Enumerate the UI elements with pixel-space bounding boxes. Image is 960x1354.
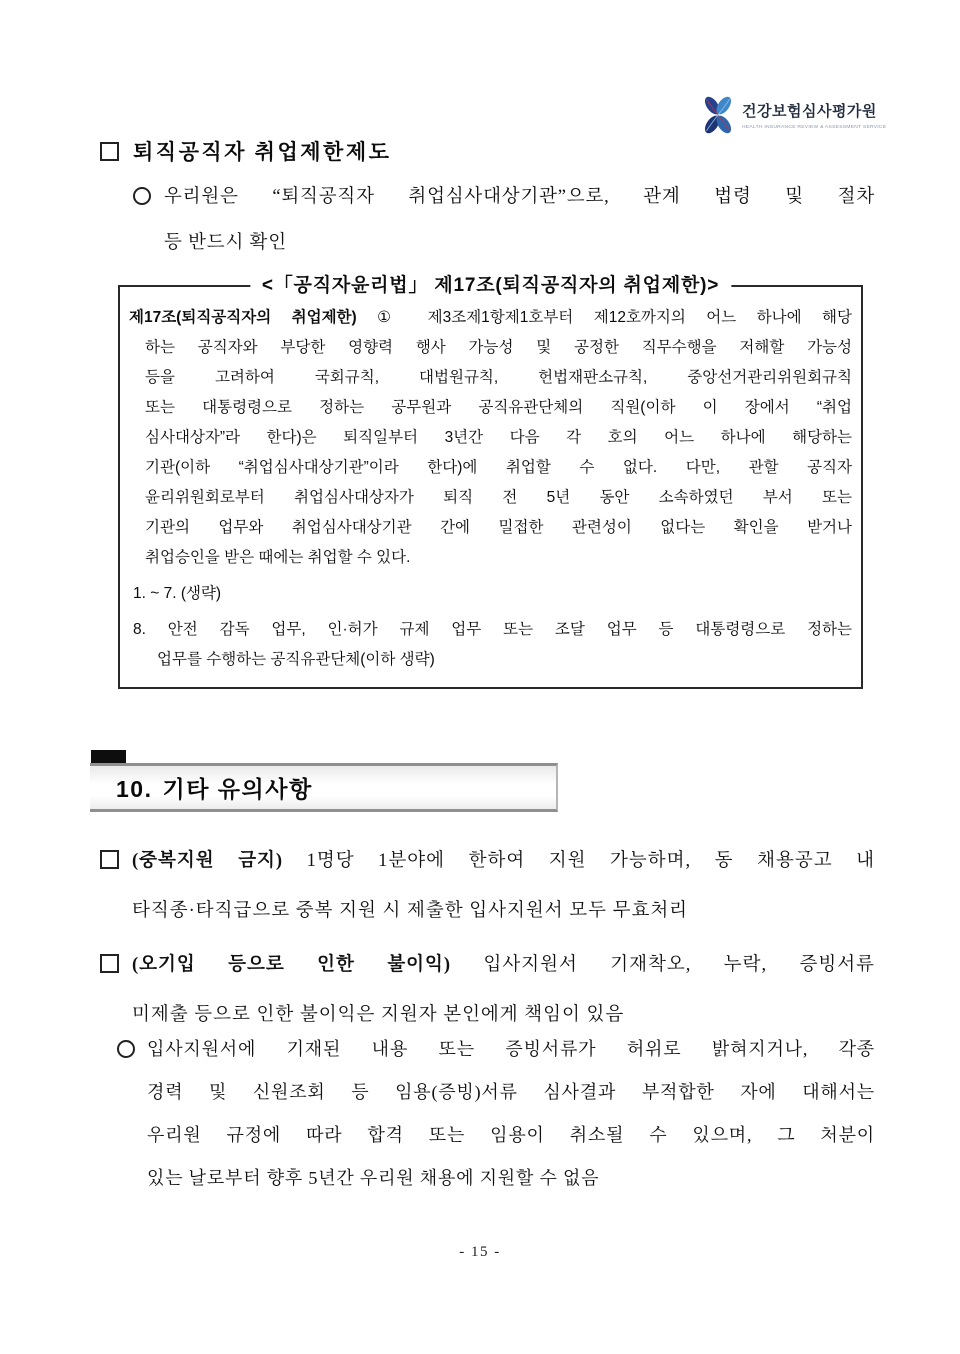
law-quote-box bbox=[118, 275, 863, 689]
misc-bullet-duplicate-line-1 bbox=[132, 836, 875, 886]
law-paragraph-line: 심사대상자”라 한다)은 퇴직일부터 3년간 다음 각 호의 어느 하나에 해당하는 bbox=[145, 429, 852, 446]
section-retirement-heading bbox=[100, 136, 391, 166]
misc-sub-bullet bbox=[117, 1028, 875, 1200]
retirement-bullet-text bbox=[164, 174, 875, 266]
misc-bullet-duplicate-line-2: 타직종·타직급으로 중복 지원 시 제출한 입사지원서 모두 무효처리 bbox=[132, 901, 689, 921]
law-list-item-1-7: 1. ~ 7. (생략) bbox=[133, 585, 222, 602]
org-subtitle: HEALTH INSURANCE REVIEW & ASSESSMENT SERVICE bbox=[742, 123, 887, 129]
misc-bullet-duplicate-rest: 1명당 1분야에 한하여 지원 가능하며, 동 채용공고 내 bbox=[306, 851, 875, 871]
law-list-item-8-line-1: 8. 안전 감독 업무, 인·허가 규제 업무 또는 조달 업무 등 대통령령으로 정하는 bbox=[133, 621, 852, 638]
law-paragraph-line: 기관(이하 “취업심사대상기관”이라 한다)에 취업할 수 없다. 다만, 관할 공직자 bbox=[145, 459, 852, 476]
law-paragraph-line: 또는 대통령령으로 정하는 공무원과 공직유관단체의 직원(이하 이 장에서 “취업 bbox=[145, 399, 852, 416]
misc-sub-bullet-line-2: 경력 및 신원조회 등 임용(증빙)서류 심사결과 부적합한 자에 대해서는 bbox=[147, 1082, 875, 1102]
section-retirement-title: 퇴직공직자 취업제한제도 bbox=[133, 140, 392, 164]
page-number: - 15 - bbox=[459, 1244, 501, 1260]
law-article-lead: ① 제3조제1항제1호부터 제12호까지의 어느 하나에 해당 bbox=[377, 309, 852, 326]
law-list-item-8 bbox=[133, 615, 852, 675]
law-paragraph-line: 윤리위원회로부터 취업심사대상자가 퇴직 전 5년 동안 소속하였던 부서 또는 bbox=[145, 489, 852, 506]
hira-butterfly-logo-icon bbox=[702, 94, 734, 136]
misc-bullet-error-text bbox=[132, 940, 875, 1040]
law-paragraph-line bbox=[129, 303, 852, 333]
law-paragraph-line: 등을 고려하여 국회규칙, 대법원규칙, 헌법재판소규칙, 중앙선거관리위원회규칙 bbox=[145, 369, 852, 386]
misc-sub-bullet-text bbox=[147, 1028, 875, 1200]
misc-sub-bullet-line-1: 입사지원서에 기재된 내용 또는 증빙서류가 허위로 밝혀지거나, 각종 bbox=[147, 1039, 875, 1059]
misc-bullet-error-lead: (오기입 등으로 인한 불이익) bbox=[132, 955, 452, 975]
org-name: 건강보험심사평가원 bbox=[742, 102, 877, 120]
misc-sub-bullet-line-3: 우리원 규정에 따라 합격 또는 임용이 취소될 수 있으며, 그 처분이 bbox=[147, 1125, 875, 1145]
misc-bullet-error-line-2: 미제출 등으로 인한 불이익은 지원자 본인에게 책임이 있음 bbox=[132, 1005, 625, 1025]
misc-bullet-error-line-1 bbox=[132, 940, 875, 990]
section-10-number: 10. bbox=[116, 776, 153, 802]
law-paragraph-line: 취업승인을 받은 때에는 취업할 수 있다. bbox=[145, 549, 411, 566]
section-10-header bbox=[90, 750, 558, 812]
misc-bullet-duplicate-lead: (중복지원 금지) bbox=[132, 851, 284, 871]
org-logo bbox=[702, 94, 960, 136]
square-bullet-icon bbox=[100, 850, 119, 869]
law-article-label: 제17조(퇴직공직자의 취업제한) bbox=[129, 309, 357, 326]
misc-bullet-error bbox=[100, 940, 875, 1040]
misc-bullet-duplicate-text bbox=[132, 836, 875, 936]
square-bullet-icon bbox=[100, 142, 119, 161]
square-bullet-icon bbox=[100, 954, 119, 973]
header-bar bbox=[90, 763, 558, 812]
section-10-label: 기타 유의사항 bbox=[162, 776, 313, 802]
misc-bullet-duplicate bbox=[100, 836, 875, 936]
retirement-bullet-line-1: 우리원은 “퇴직공직자 취업심사대상기관”으로, 관계 법령 및 절차 bbox=[164, 187, 875, 207]
retirement-bullet bbox=[133, 174, 875, 266]
misc-sub-bullet-line-4: 있는 날로부터 향후 5년간 우리원 채용에 지원할 수 없음 bbox=[147, 1168, 600, 1188]
misc-bullet-error-rest: 입사지원서 기재착오, 누락, 증빙서류 bbox=[483, 955, 876, 975]
law-paragraph-line: 기관의 업무와 취업심사대상기관 간에 밀접한 관련성이 없다는 확인을 받거나 bbox=[145, 519, 852, 536]
law-list-item-8-line-2: 업무를 수행하는 공직유관단체(이하 생략) bbox=[157, 651, 435, 668]
retirement-bullet-line-2: 등 반드시 확인 bbox=[164, 233, 287, 253]
law-box-title: <「공직자윤리법」 제17조(퇴직공직자의 취업제한)> bbox=[250, 271, 731, 301]
section-10-title bbox=[90, 771, 313, 804]
circle-bullet-icon bbox=[133, 187, 151, 205]
law-paragraph-line: 하는 공직자와 부당한 영향력 행사 가능성 및 공정한 직무수행을 저해할 가능성 bbox=[145, 339, 852, 356]
org-logo-text bbox=[742, 100, 960, 131]
header-corner-tab bbox=[91, 750, 126, 763]
circle-bullet-icon bbox=[117, 1040, 135, 1058]
